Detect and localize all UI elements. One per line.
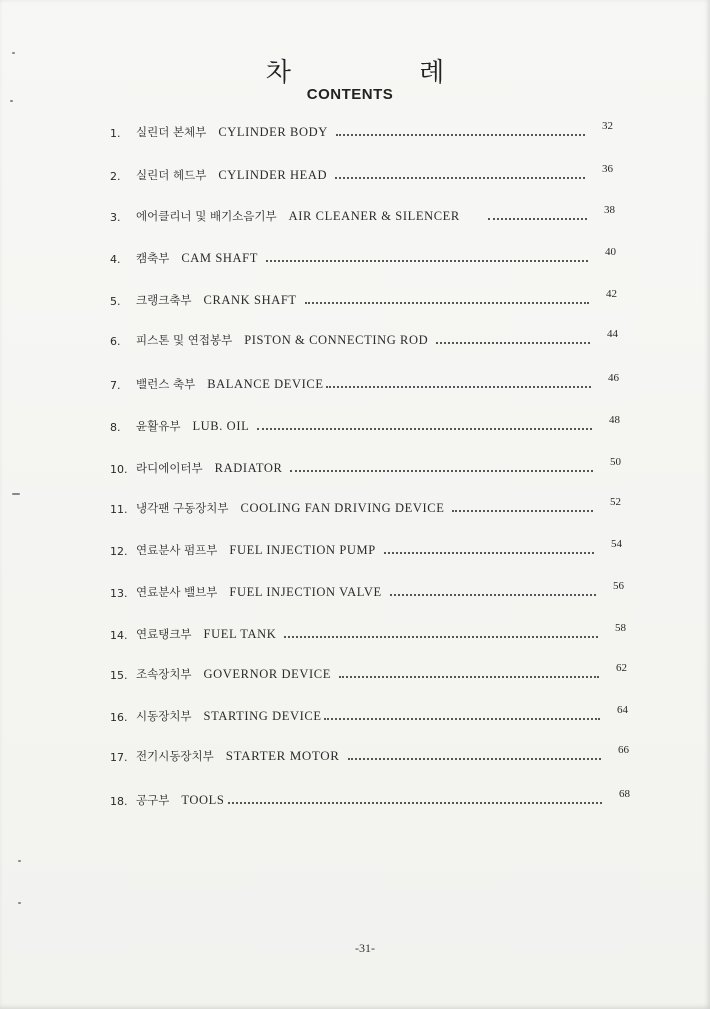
scan-speck xyxy=(12,493,20,495)
leader-dots xyxy=(326,386,591,388)
toc-entry xyxy=(110,538,622,558)
entry-page: 32 xyxy=(602,120,613,132)
toc-entry xyxy=(110,704,628,724)
entry-korean-title: 공구부 xyxy=(136,793,170,807)
entry-english-title: AIR CLEANER & SILENCER xyxy=(288,209,460,223)
entry-page: 68 xyxy=(619,788,630,800)
entry-korean-title: 연료분사 펌프부 xyxy=(136,543,218,557)
entry-english-title: GOVERNOR DEVICE xyxy=(203,667,331,681)
page-number: -31- xyxy=(355,941,375,955)
entry-page: 64 xyxy=(617,704,628,716)
toc-entry xyxy=(110,456,621,476)
entry-page: 40 xyxy=(605,246,616,258)
entry-page: 58 xyxy=(615,622,626,634)
entry-number: 16. xyxy=(110,711,128,724)
entry-page: 50 xyxy=(610,456,621,468)
entry-page: 62 xyxy=(616,662,627,674)
leader-dots xyxy=(305,302,589,304)
toc-entry xyxy=(110,163,613,183)
entry-number: 14. xyxy=(110,629,128,642)
leader-dots xyxy=(336,134,585,136)
entry-english-title: CAM SHAFT xyxy=(181,251,258,265)
entry-english-title: STARTING DEVICE xyxy=(203,709,322,723)
entry-english-title: FUEL INJECTION VALVE xyxy=(229,585,382,599)
entry-number: 8. xyxy=(110,421,121,434)
entry-number: 1. xyxy=(110,127,121,140)
leader-dots xyxy=(335,177,585,179)
leader-dots xyxy=(436,342,590,344)
entry-number: 13. xyxy=(110,587,128,600)
leader-dots xyxy=(284,636,598,638)
entry-number: 11. xyxy=(110,503,128,516)
toc-entry xyxy=(110,246,616,266)
entry-english-title: LUB. OIL xyxy=(192,419,250,433)
toc-entry xyxy=(110,204,615,224)
entry-english-title: STARTER MOTOR xyxy=(225,748,340,763)
entry-korean-title: 실린더 헤드부 xyxy=(136,168,207,182)
entry-korean-title: 윤활유부 xyxy=(136,419,181,433)
leader-dots xyxy=(488,218,587,220)
toc-entry xyxy=(110,744,629,764)
scan-speck xyxy=(12,52,15,54)
scan-speck xyxy=(18,902,21,904)
entry-number: 3. xyxy=(110,211,121,224)
leader-dots xyxy=(339,676,599,678)
entry-korean-title: 연료분사 밸브부 xyxy=(136,585,218,599)
toc-entry xyxy=(110,372,619,392)
entry-korean-title: 냉각팬 구동장치부 xyxy=(136,501,229,515)
entry-page: 38 xyxy=(604,204,615,216)
entry-page: 56 xyxy=(613,580,624,592)
entry-page: 42 xyxy=(606,288,617,300)
entry-korean-title: 에어클리너 및 배기소음기부 xyxy=(136,209,277,223)
entry-page: 46 xyxy=(608,372,619,384)
entry-korean-title: 피스톤 및 연접봉부 xyxy=(136,333,233,347)
entry-number: 2. xyxy=(110,170,121,183)
entry-korean-title: 조속장치부 xyxy=(136,667,192,681)
entry-page: 66 xyxy=(618,744,629,756)
toc-entry xyxy=(110,328,618,348)
toc-entry xyxy=(110,496,621,516)
entry-english-title: TOOLS xyxy=(181,793,225,807)
entry-page: 48 xyxy=(609,414,620,426)
toc-entry xyxy=(110,788,630,808)
leader-dots xyxy=(228,802,602,804)
entry-korean-title: 시동장치부 xyxy=(136,709,192,723)
toc-entry xyxy=(110,662,627,682)
title-korean: 차 례 xyxy=(265,58,505,88)
toc-entry xyxy=(110,288,617,308)
entry-korean-title: 밸런스 축부 xyxy=(136,377,196,391)
entry-korean-title: 실린더 본체부 xyxy=(136,125,207,139)
entry-english-title: RADIATOR xyxy=(214,461,283,475)
entry-number: 10. xyxy=(110,463,128,476)
leader-dots xyxy=(290,470,593,472)
entry-korean-title: 연료탱크부 xyxy=(136,627,192,641)
entry-korean-title: 크랭크축부 xyxy=(136,293,192,307)
entry-english-title: FUEL TANK xyxy=(203,627,277,641)
entry-page: 52 xyxy=(610,496,621,508)
leader-dots xyxy=(348,758,602,760)
title-english: CONTENTS xyxy=(306,86,394,103)
leader-dots xyxy=(324,718,600,720)
scan-speck xyxy=(10,100,13,102)
entry-english-title: CYLINDER BODY xyxy=(218,125,328,139)
entry-number: 17. xyxy=(110,751,128,764)
entry-number: 4. xyxy=(110,253,121,266)
leader-dots xyxy=(390,594,596,596)
entry-number: 15. xyxy=(110,669,128,682)
entry-page: 54 xyxy=(611,538,622,550)
entry-korean-title: 라디에이터부 xyxy=(136,461,203,475)
entry-english-title: CRANK SHAFT xyxy=(203,293,297,307)
entry-number: 12. xyxy=(110,545,128,558)
toc-entry xyxy=(110,414,620,434)
entry-english-title: PISTON & CONNECTING ROD xyxy=(244,333,429,347)
entry-page: 44 xyxy=(607,328,618,340)
scan-speck xyxy=(18,860,21,862)
leader-dots xyxy=(257,428,592,430)
entry-korean-title: 캠축부 xyxy=(136,251,170,265)
entry-number: 7. xyxy=(110,379,121,392)
entry-english-title: BALANCE DEVICE xyxy=(207,377,324,391)
toc-entry xyxy=(110,622,626,642)
entry-english-title: CYLINDER HEAD xyxy=(218,168,328,182)
entry-korean-title: 전기시동장치부 xyxy=(136,749,214,763)
entry-english-title: COOLING FAN DRIVING DEVICE xyxy=(240,501,445,515)
leader-dots xyxy=(266,260,588,262)
entry-number: 6. xyxy=(110,335,121,348)
entry-page: 36 xyxy=(602,163,613,175)
toc-entry xyxy=(110,580,624,600)
entry-number: 18. xyxy=(110,795,128,808)
toc-entry xyxy=(110,120,613,140)
entry-number: 5. xyxy=(110,295,121,308)
leader-dots xyxy=(384,552,594,554)
entry-english-title: FUEL INJECTION PUMP xyxy=(229,543,376,557)
leader-dots xyxy=(452,510,593,512)
